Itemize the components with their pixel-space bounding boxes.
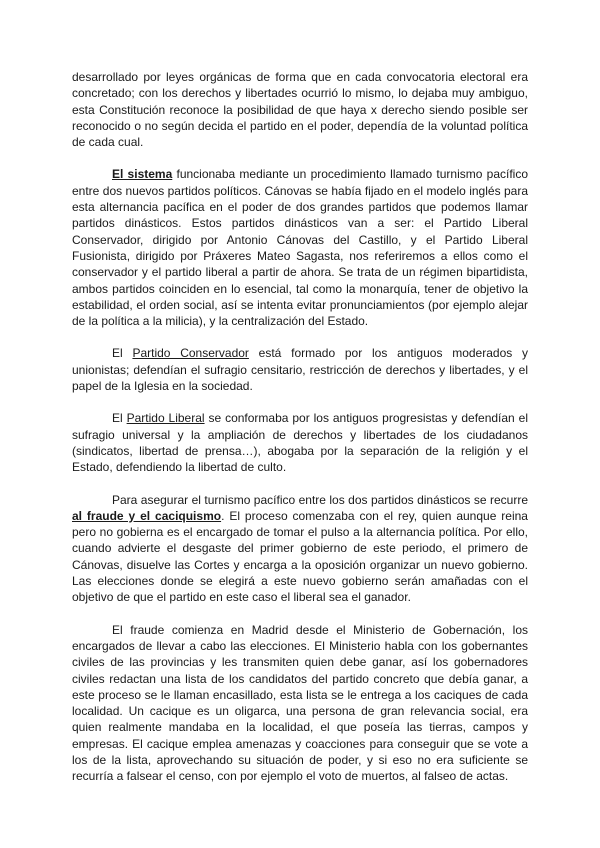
paragraph-liberal-pre: El <box>112 411 127 426</box>
term-partido-conservador: Partido Conservador <box>132 346 249 361</box>
paragraph-fraude-caciquismo <box>72 492 528 606</box>
paragraph-constitution: desarrollado por leyes orgánicas de forma que en cada convocatoria electoral era concretado; con los derechos y libertades ocurrió lo mismo, lo dejaba muy ambiguo, esta Constitución reconoce la posibilidad de que haya x derecho siendo posible ser reconocido o no según decida el partido en el poder, dependía de la voluntad política de cada cual. <box>72 70 528 150</box>
paragraph-partido-liberal <box>72 410 528 475</box>
paragraph-fraude-process: El fraude comienza en Madrid desde el Ministerio de Gobernación, los encargados de llevar a cabo las elecciones. El Ministerio habla con los gobernantes civiles de las provincias y les transmiten quien debe ganar, así los gobernadores civiles redactan una lista de los candidatos del partido concreto que debía ganar, a este proceso se le llaman encasillado, esta lista se le entrega a los caciques de cada localidad. Un cacique es un oligarca, una persona de gran relevancia social, era quien realmente mandaba en la localidad, el que poseía las tierras, campos y empresas. El cacique emplea amenazas y coacciones para conseguir que se vote a los de la lista, aprovechando su situación de poder, y si eso no era suficiente se recurría a falsear el censo, con por ejemplo el voto de muertos, al falseo de actas. <box>72 622 528 784</box>
paragraph-fraude-pre: Para asegurar el turnismo pacífico entre los dos partidos dinásticos se recurre <box>112 492 528 507</box>
paragraph-fraude-text: . El proceso comenzaba con el rey, quien aunque reina pero no gobierna es el encargado de tomar el pulso a la alternancia política. Por ello, cuando advierte el desgaste del primer gobierno de este periodo, el primero de Cánovas, disuelve las Cortes y encarga a la oposición organizar un nuevo gobierno. Las elecciones donde se elegirá a este nuevo gobierno serán amañadas con el objetivo de que el partido en este caso el liberal sea el ganador. <box>72 508 528 605</box>
paragraph-conservador-text: está formado por los antiguos moderados y unionistas; defendían el sufragio censitario, restricción de derechos y libertades, y el papel de la Iglesia en la sociedad. <box>72 346 528 394</box>
paragraph-liberal-text: se conformaba por los antiguos progresistas y defendían el sufragio universal y la ampliación de derechos y libertades de los ciudadanos (sindicatos, libertad de prensa…), abogaba por la separación de la religión y el Estado, defendiendo la libertad de culto. <box>72 411 528 475</box>
paragraph-system-text: funcionaba mediante un procedimiento llamado turnismo pacífico entre dos nuevos partidos políticos. Cánovas se había fijado en el modelo inglés para esta alternancia pacífica en el poder de dos grandes partidos que podemos llamar partidos dinásticos. Estos partidos dinásticos van a ser: el Partido Liberal Conservador, dirigido por Antonio Cánovas del Castillo, y el Partido Liberal Fusionista, dirigido por Práxeres Mateo Sagasta, nos referiremos a ellos como el conservador y el partido liberal a partir de ahora. Se trata de un régimen bipartidista, ambos partidos coinciden en lo esencial, tal como la monarquía, tener de objetivo la estabilidad, el orden social, así se intenta evitar pronunciamientos (por ejemplo alejar de la política a la milicia), y la centralización del Estado. <box>72 167 528 329</box>
term-fraude-caciquismo: al fraude y el caciquismo <box>72 508 222 523</box>
term-partido-liberal: Partido Liberal <box>126 411 205 426</box>
document-page <box>72 69 528 785</box>
paragraph-system <box>72 166 528 329</box>
paragraph-conservador-pre: El <box>112 346 133 361</box>
term-el-sistema: El sistema <box>112 167 173 182</box>
paragraph-partido-conservador <box>72 345 528 394</box>
